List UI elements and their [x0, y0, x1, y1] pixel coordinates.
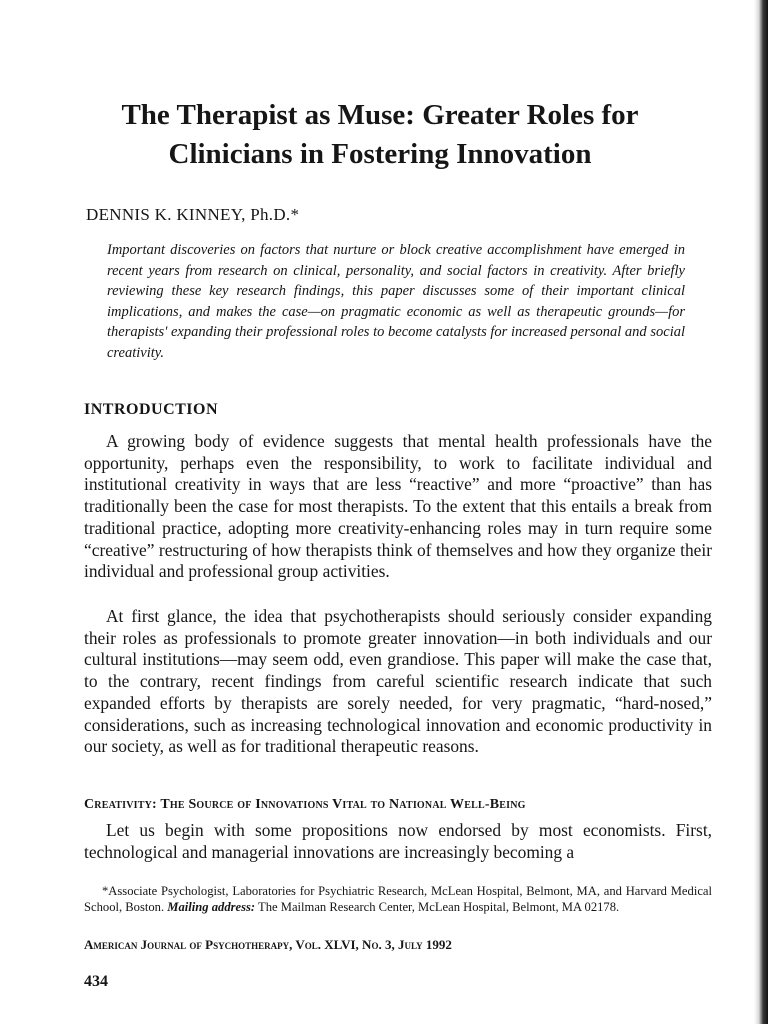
footnote-address: The Mailman Research Center, McLean Hospital, Belmont, MA 02178.: [255, 899, 620, 914]
body-paragraph-2: At first glance, the idea that psychotherapists should seriously consider expanding their roles as professionals to promote greater innovation—in both individuals and our cultural institutions—may seem odd, even grandiose. This paper will make the case that, to the contrary, recent findings from careful scientific research indicate that such expanded efforts by therapists are sorely needed, for very pragmatic, “hard-nosed,” considerations, such as increasing technological innovation and economic productivity in our society, as well as for traditional therapeutic reasons.: [84, 606, 712, 757]
footnote-affiliation: *Associate Psychologist, Laboratories for Psychiatric Research, McLean Hospital, Belmont, MA, and Harvard Medical School, Boston.: [84, 884, 712, 914]
page-binding-edge: [754, 0, 768, 1024]
author-footnote: [84, 884, 712, 915]
section-heading-introduction: INTRODUCTION: [84, 401, 219, 418]
journal-citation: American Journal of Psychotherapy, Vol. XLVI, No. 3, July 1992: [84, 937, 452, 952]
article-title: [60, 96, 700, 174]
subsection-heading-creativity: Creativity: The Source of Innovations Vital to National Well-Being: [84, 797, 526, 812]
page-number: 434: [84, 973, 108, 990]
title-line-1: The Therapist as Muse: Greater Roles for: [121, 99, 639, 131]
title-line-2: Clinicians in Fostering Innovation: [168, 138, 592, 170]
body-paragraph-1: A growing body of evidence suggests that mental health professionals have the opportunity, perhaps even the responsibility, to work to facilitate individual and institutional creativity in ways that are less “reactive” and more “proactive” than has traditionally been the case for most therapists. To the extent that this entails a break from traditional practice, adopting more creativity-enhancing roles may in turn require some “creative” restructuring of how therapists think of themselves and how they organize their individual and professional group activities.: [84, 431, 712, 582]
abstract: Important discoveries on factors that nurture or block creative accomplishment have emerged in recent years from research on clinical, personality, and social factors in creativity. After briefly reviewing these key research findings, this paper discusses some of their important clinical implications, and makes the case—on pragmatic economic as well as therapeutic grounds—for therapists' expanding their professional roles to become catalysts for increased personal and social creativity.: [107, 242, 685, 361]
body-paragraph-3: Let us begin with some propositions now endorsed by most economists. First, technological and managerial innovations are increasingly becoming a: [84, 820, 712, 862]
author-byline: DENNIS K. KINNEY, Ph.D.*: [86, 205, 300, 224]
footnote-mailing-label: Mailing address:: [167, 899, 256, 914]
